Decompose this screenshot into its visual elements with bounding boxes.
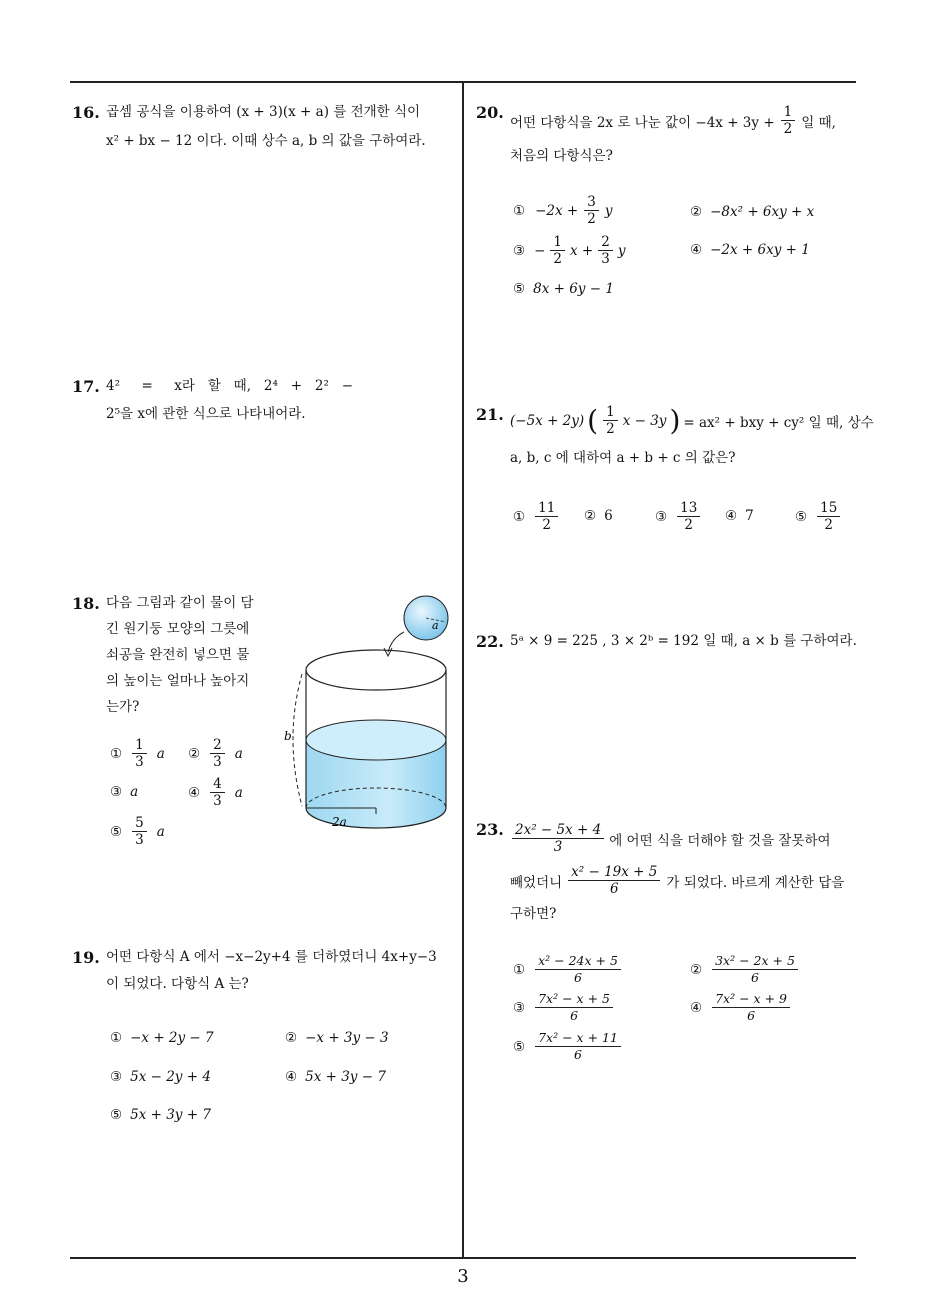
cylinder-figure (280, 588, 460, 848)
answer-option[interactable]: ④ −2x + 6xy + 1 (690, 242, 810, 258)
question-text: 어떤 다항식을 2x 로 나눈 값이 −4x + 3y + $\frac{1}{2}$ 일 때, (510, 104, 836, 137)
question-text: 이 되었다. 다항식 A 는? (106, 976, 249, 992)
question-text: 5ᵃ × 9 = 225 , 3 × 2ᵇ = 192 일 때, a × b 를 구하여라. (510, 633, 857, 649)
option-mark: ⑤ (110, 823, 123, 840)
question-number: 16. (72, 103, 100, 122)
answer-option[interactable]: ② 6 (584, 508, 613, 524)
question-text: 처음의 다항식은? (510, 148, 613, 164)
question-text: 의 높이는 얼마나 높아지 (106, 673, 250, 689)
fraction: $\frac{5}{3}$ (132, 815, 147, 848)
height-label: b (284, 729, 292, 743)
question-number: 20. (476, 103, 504, 122)
option-mark: ① (110, 745, 123, 762)
answer-option[interactable]: ① −x + 2y − 7 (110, 1030, 214, 1046)
question-number: 18. (72, 594, 100, 613)
answer-option[interactable]: ③ 5x − 2y + 4 (110, 1069, 211, 1085)
answer-option[interactable]: ⑤ 5x + 3y + 7 (110, 1107, 211, 1123)
radius-label: 2a (332, 815, 347, 829)
bottom-rule (70, 1257, 856, 1259)
question-text: (−5x + 2y) ( $\frac{1}{2}$ x − 3y ) = ax² + bxy + cy² 일 때, 상수 (510, 403, 874, 437)
answer-option[interactable]: ② $\frac{2}{3}$ a (188, 737, 243, 770)
question-text: 어떤 다항식 A 에서 −x−2y+4 를 더하였더니 4x+y−3 (106, 949, 437, 965)
answer-option[interactable]: ⑤ $\frac{15}{2}$ (795, 500, 842, 533)
question-text: 다음 그림과 같이 물이 담 (106, 595, 254, 611)
answer-option[interactable]: ① $\frac{11}{2}$ (513, 500, 560, 533)
answer-option[interactable]: ② −8x² + 6xy + x (690, 204, 815, 220)
question-text: x² + bx − 12 이다. 이때 상수 a, b 의 값을 구하여라. (106, 133, 426, 149)
question-text: 는가? (106, 699, 140, 715)
question-text: $\frac{\text{2x² − 5x + 4}}{3}$ 에 어떤 식을 더해야 할 것을 잘못하여 (510, 822, 831, 855)
question-text: 구하면? (510, 906, 557, 922)
answer-option[interactable]: ② −x + 3y − 3 (285, 1030, 389, 1046)
question-text: 빼었더니 $\frac{\text{x² − 19x + 5}}{6}$ 가 되었다. 바르게 계산한 답을 (510, 864, 845, 897)
answer-option[interactable]: ④ 5x + 3y − 7 (285, 1069, 386, 1085)
fraction: $\frac{4}{3}$ (210, 776, 225, 809)
column-divider (462, 82, 464, 1258)
answer-option[interactable]: ③ $\frac{\text{7x² − x + 5}}{6}$ (513, 991, 615, 1024)
answer-option[interactable]: ③ − $\frac{1}{2}$ x + $\frac{2}{3}$ y (513, 234, 626, 267)
answer-option[interactable]: ⑤ 8x + 6y − 1 (513, 281, 614, 297)
question-text: 쇠공을 완전히 넣으면 물 (106, 647, 250, 663)
question-text: 4² = x라 할 때, 2⁴ + 2² − (106, 378, 354, 394)
answer-option[interactable]: ③ a (110, 784, 139, 800)
fraction: $\frac{2}{3}$ (210, 737, 225, 770)
answer-option[interactable]: ② $\frac{\text{3x² − 2x + 5}}{6}$ (690, 953, 800, 986)
option-mark: ② (188, 745, 201, 762)
answer-option[interactable]: ④ 7 (725, 508, 754, 524)
answer-option[interactable]: ③ $\frac{13}{2}$ (655, 500, 702, 533)
question-number: 22. (476, 632, 504, 651)
answer-option[interactable]: ④ $\frac{\text{7x² − x + 9}}{6}$ (690, 991, 792, 1024)
question-text: 2⁵을 x에 관한 식으로 나타내어라. (106, 406, 306, 422)
answer-option[interactable]: ⑤ $\frac{5}{3}$ a (110, 815, 165, 848)
option-mark: ④ (188, 784, 201, 801)
answer-option[interactable]: ④ $\frac{4}{3}$ a (188, 776, 243, 809)
question-number: 21. (476, 405, 504, 424)
option-mark: ③ (110, 784, 123, 800)
answer-option[interactable]: ① −2x + $\frac{3}{2}$ y (513, 194, 613, 227)
answer-option[interactable]: ① $\frac{1}{3}$ a (110, 737, 165, 770)
fraction: $\frac{1}{3}$ (132, 737, 147, 770)
question-number: 19. (72, 948, 100, 967)
question-text: 긴 원기둥 모양의 그릇에 (106, 621, 250, 637)
question-text: a, b, c 에 대하여 a + b + c 의 값은? (510, 450, 736, 466)
question-number: 23. (476, 820, 504, 839)
question-number: 17. (72, 377, 100, 396)
page-number: 3 (457, 1266, 469, 1287)
question-text: 곱셈 공식을 이용하여 (x + 3)(x + a) 를 전개한 식이 (106, 104, 421, 120)
ball-radius-label: a (432, 619, 439, 632)
answer-option[interactable]: ① $\frac{\text{x² − 24x + 5}}{6}$ (513, 953, 623, 986)
answer-option[interactable]: ⑤ $\frac{\text{7x² − x + 11}}{6}$ (513, 1030, 623, 1063)
